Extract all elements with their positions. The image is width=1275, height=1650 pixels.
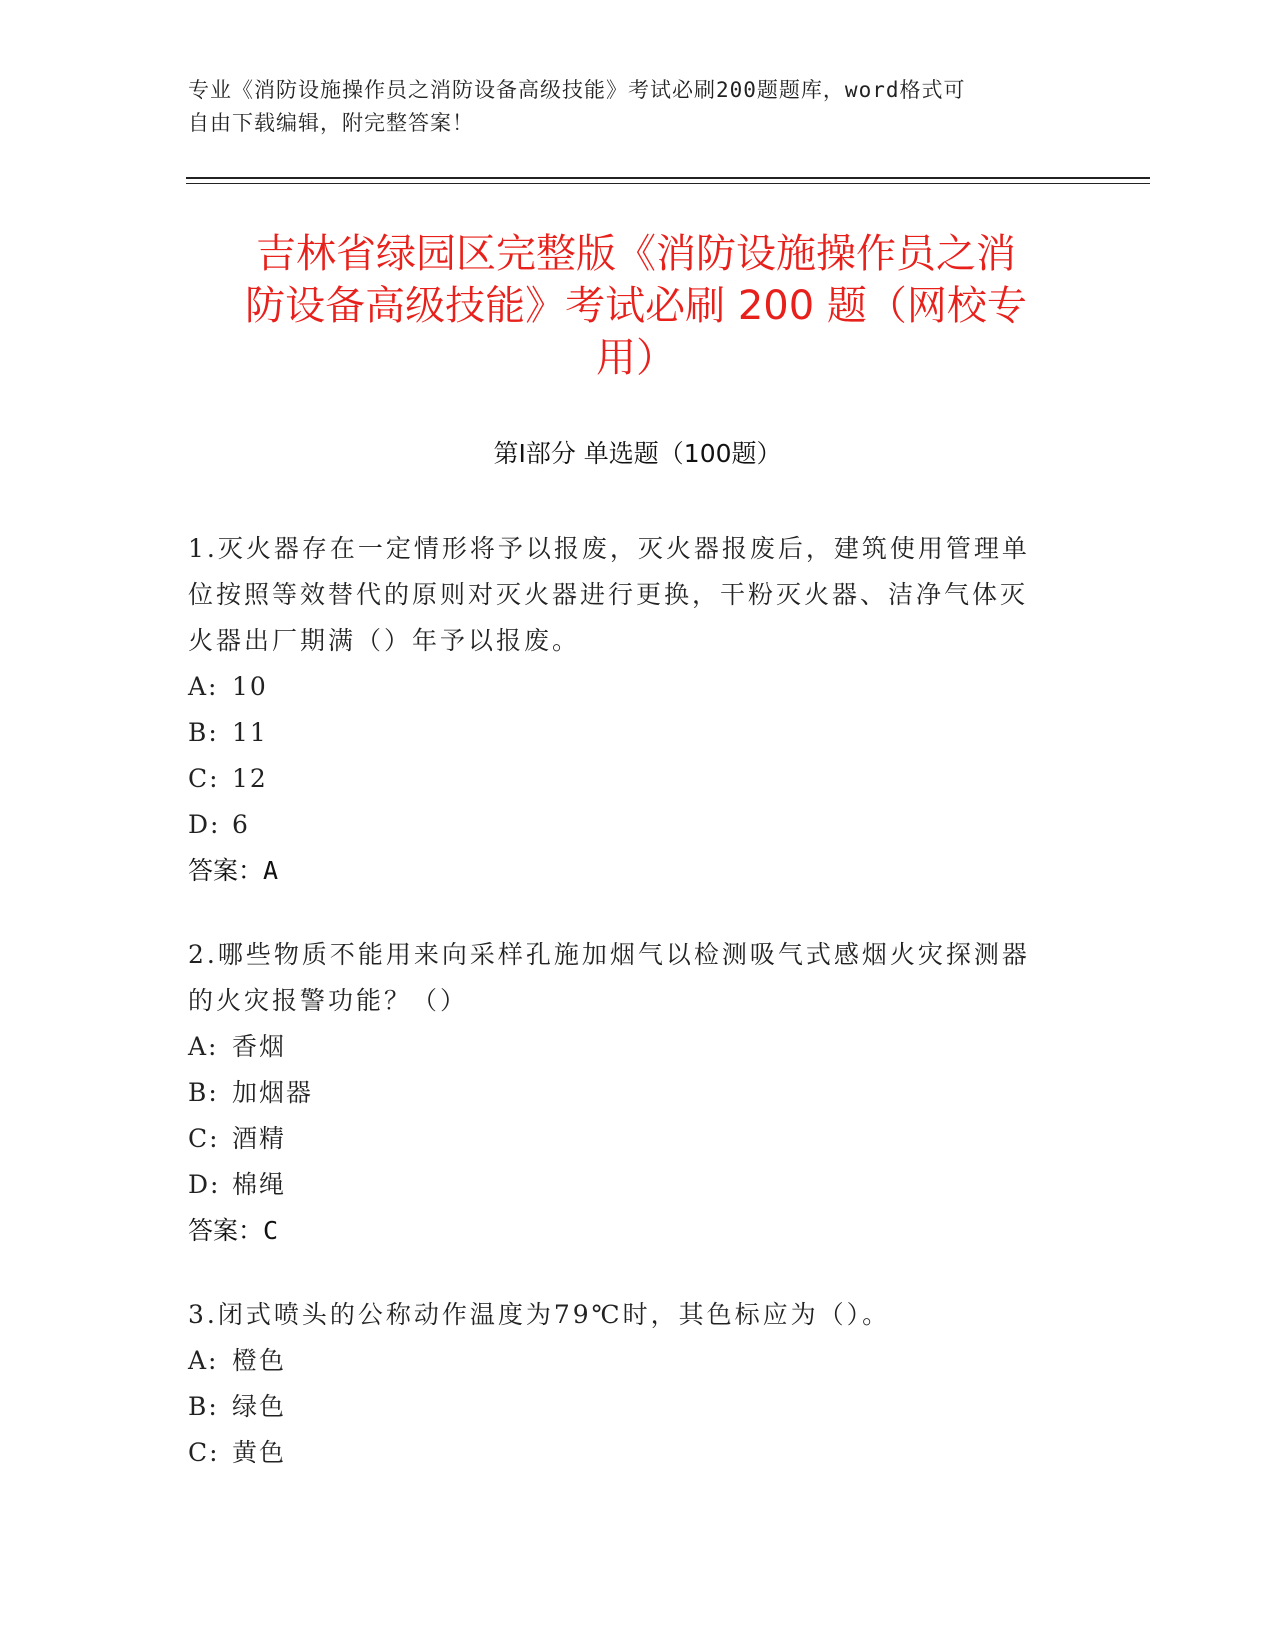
option-text: 橙色 [232,1346,287,1375]
question-stem-line: 3.闭式喷头的公称动作温度为79℃时，其色标应为（）。 [188,1300,891,1329]
option-key: D: [188,1170,221,1199]
header-note-line-1: 专业《消防设施操作员之消防设备高级技能》考试必刷200题题库，word格式可 [188,78,966,102]
question-stem-line: 2.哪些物质不能用来向采样孔施加烟气以检测吸气式感烟火灾探测器 [188,940,1030,969]
question-list [188,526,1068,1514]
question-stem [188,526,1068,664]
option-key: A: [188,1032,219,1061]
question-stem [188,932,1068,1024]
option-text: 10 [232,672,268,701]
document-title-line-3: 用） [596,335,676,381]
option-text: 香烟 [232,1032,287,1061]
question-stem-line: 的火灾报警功能？（） [188,986,469,1015]
option-b [188,710,1068,756]
option-key: D: [188,810,221,839]
section-title: 第Ⅰ部分 单选题（100题） [493,439,782,468]
answer [188,848,1068,894]
document-title-line-2: 防设备高级技能》考试必刷 200 题（网校专 [245,283,1027,329]
option-key: B: [188,1392,219,1421]
option-a [188,1338,1068,1384]
option-text: 黄色 [232,1438,287,1467]
option-a [188,664,1068,710]
option-text: 绿色 [232,1392,287,1421]
header-note-line-2: 自由下载编辑，附完整答案！ [188,111,474,135]
option-d [188,1162,1068,1208]
option-text: 11 [232,718,268,747]
option-d [188,802,1068,848]
question-stem-line: 位按照等效替代的原则对灭火器进行更换，干粉灭火器、洁净气体灭 [188,580,1029,609]
option-c [188,1116,1068,1162]
answer-label: 答案： [188,856,264,885]
document-title [196,228,1076,384]
header-rule-thin [186,183,1150,184]
option-a [188,1024,1068,1070]
option-text: 12 [232,764,268,793]
option-key: C: [188,1124,220,1153]
answer-label: 答案： [188,1216,264,1245]
answer-value: A [263,856,279,885]
option-key: B: [188,718,219,747]
option-c [188,756,1068,802]
option-text: 棉绳 [232,1170,287,1199]
option-key: A: [188,672,219,701]
question-stem-line: 火器出厂期满（）年予以报废。 [188,626,581,655]
header-note [188,74,1068,140]
header-rule-thick [186,177,1150,179]
option-b [188,1070,1068,1116]
question-2 [188,932,1068,1254]
question-stem [188,1292,1068,1338]
option-text: 酒精 [232,1124,287,1153]
answer [188,1208,1068,1254]
question-1 [188,526,1068,894]
option-key: C: [188,1438,220,1467]
answer-value: C [263,1216,279,1245]
option-text: 加烟器 [232,1078,314,1107]
option-text: 6 [232,810,250,839]
option-key: A: [188,1346,219,1375]
option-c [188,1430,1068,1476]
option-key: C: [188,764,220,793]
document-title-line-1: 吉林省绿园区完整版《消防设施操作员之消 [256,231,1016,277]
option-key: B: [188,1078,219,1107]
question-3 [188,1292,1068,1476]
option-b [188,1384,1068,1430]
question-stem-line: 1.灭火器存在一定情形将予以报废，灭火器报废后，建筑使用管理单 [188,534,1030,563]
